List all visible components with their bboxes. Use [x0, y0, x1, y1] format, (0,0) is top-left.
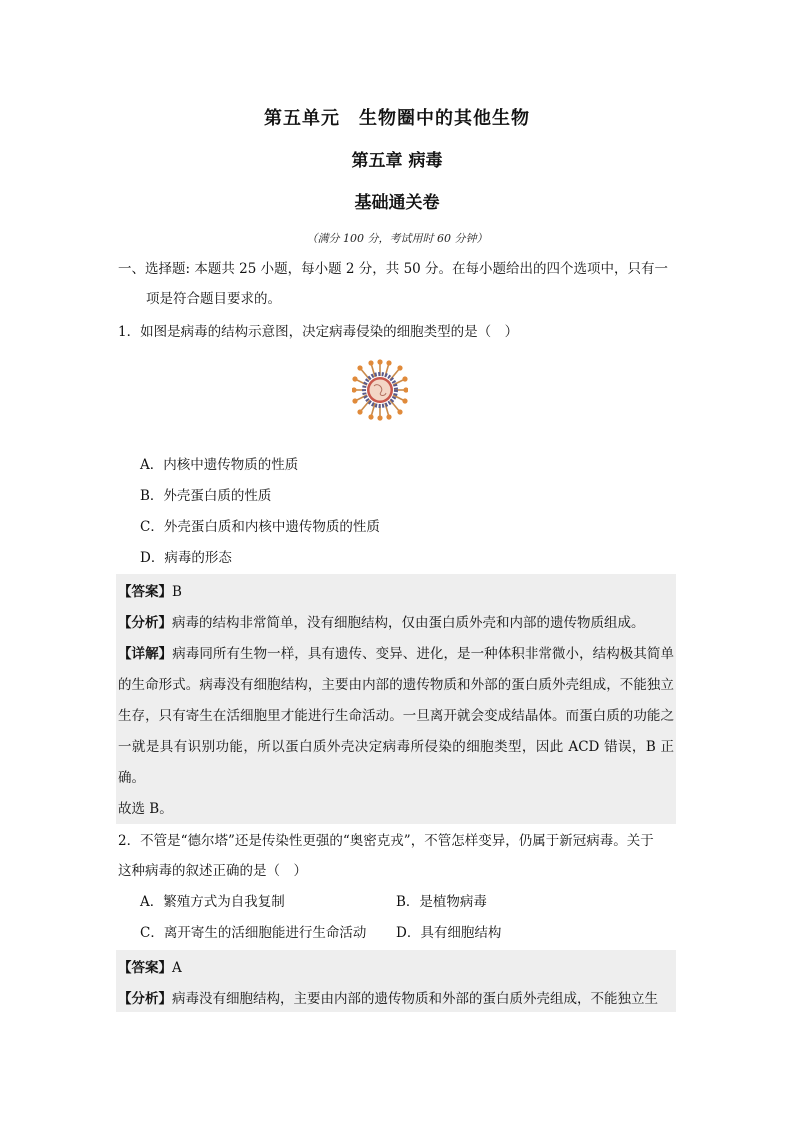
- unit-title: 第五单元 生物圈中的其他生物: [264, 108, 530, 129]
- question-1-option-d: D．病毒的形态: [140, 550, 232, 566]
- section-instruction-line2: 项是符合题目要求的。: [146, 291, 281, 307]
- question-2-option-d: D．具有细胞结构: [396, 925, 502, 941]
- score-note: （满分 100 分，考试用时 60 分钟）: [306, 232, 488, 245]
- analysis-text: 病毒的结构非常简单，没有细胞结构，仅由蛋白质外壳和内部的遗传物质组成。: [172, 615, 645, 631]
- answer-label: 【答案】: [118, 584, 172, 600]
- question-2-option-a: A．繁殖方式为自我复制: [140, 894, 285, 910]
- section-instruction-line1: 一、选择题: 本题共 25 小题，每小题 2 分，共 50 分。在每小题给出的四个选项中，只有一: [118, 261, 669, 277]
- question-1-answer: [118, 577, 674, 608]
- detail-text: 病毒同所有生物一样，具有遗传、变异、进化，是一种体积非常微小，结构极其简单的生命形式。病毒没有细胞结构，主要由内部的遗传物质和外部的蛋白质外壳组成，不能独立生存，只有寄生在活细胞里才能进行生命活动。一旦离开就会变成结晶体。而蛋白质的功能之一就是具有识别功能，所以蛋白质外壳决定病毒所侵染的细胞类型，因此 ACD 错误，B 正确。: [118, 646, 674, 786]
- question-2-stem-line1: 2．不管是“德尔塔”还是传染性更强的“奥密克戎”，不管怎样变异，仍属于新冠病毒。关于: [118, 833, 654, 849]
- question-1-option-c: C．外壳蛋白质和内核中遗传物质的性质: [140, 519, 380, 535]
- analysis-label: 【分析】: [118, 615, 172, 631]
- answer-label: 【答案】: [118, 960, 172, 976]
- analysis-text: 病毒没有细胞结构，主要由内部的遗传物质和外部的蛋白质外壳组成，不能独立生: [172, 991, 658, 1007]
- answer-value: A: [172, 960, 182, 976]
- question-1-option-b: B．外壳蛋白质的性质: [140, 488, 272, 504]
- question-2-analysis: [118, 984, 674, 1015]
- question-1-stem: 1．如图是病毒的结构示意图，决定病毒侵染的细胞类型的是（ ）: [118, 324, 519, 340]
- question-1-detail: [118, 639, 674, 794]
- question-1-analysis: [118, 608, 674, 639]
- analysis-label: 【分析】: [118, 991, 172, 1007]
- question-2-option-c: C．离开寄生的活细胞能进行生命活动: [140, 925, 367, 941]
- answer-value: B: [172, 584, 182, 600]
- question-2-stem-line2: 这种病毒的叙述正确的是（ ）: [118, 863, 307, 879]
- question-2-answer: [118, 953, 674, 984]
- paper-title: 基础通关卷: [354, 193, 440, 213]
- detail-label: 【详解】: [118, 646, 173, 662]
- question-1-conclusion: 故选 B。: [118, 801, 173, 817]
- question-1-option-a: A．内核中遗传物质的性质: [140, 457, 299, 473]
- chapter-title: 第五章 病毒: [351, 151, 443, 171]
- virus-structure-icon: [352, 354, 408, 426]
- question-2-option-b: B．是植物病毒: [396, 894, 487, 910]
